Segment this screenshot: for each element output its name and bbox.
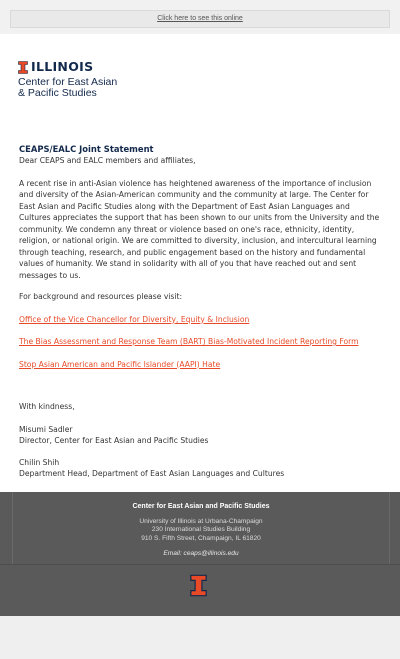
signer-title: Department Head, Department of East Asian Languages and Cultures xyxy=(19,469,285,478)
footer-email xyxy=(13,550,389,559)
resources-intro: For background and resources please visit: xyxy=(19,292,183,301)
resource-link-bart-form[interactable]: The Bias Assessment and Response Team (BART) Bias-Motivated Incident Reporting Form xyxy=(19,337,359,346)
view-online-bar xyxy=(10,10,390,28)
footer-contact xyxy=(12,492,390,564)
statement-title: CEAPS/EALC Joint Statement xyxy=(19,144,154,154)
footer-email-link[interactable]: ceaps@illinois.edu xyxy=(183,550,239,557)
illinois-ceaps-logo[interactable] xyxy=(18,60,117,99)
greeting: Dear CEAPS and EALC members and affiliates, xyxy=(19,156,196,165)
logo-unit-line1: Center for East Asian xyxy=(18,76,118,88)
block-i-icon xyxy=(18,61,28,74)
statement-content xyxy=(19,142,381,480)
view-online-link[interactable]: Click here to see this online xyxy=(157,15,243,22)
statement-body: A recent rise in anti-Asian violence has heightened awareness of the importance of inclusion and diversity of the Asian-American community and the community at large. The Center for East Asian and Pacific Studies along with the Department of East Asian Languages and Cultures appreciates the support that has been shown to our units from the University and the community. We condemn any threat or violence based on one's race, ethnicity, identity, religion, or national origin. We are committed to diversity, inclusion, and intercultural learning through teaching, research, and public engagement based on the history and fundamental values of humanity. We stand in solidarity with all of you that have reached out and sent messages to us. xyxy=(19,178,380,280)
footer-email-label: Email: xyxy=(163,550,182,557)
footer-title: Center for East Asian and Pacific Studies xyxy=(132,503,270,510)
footer-address-line: 230 International Studies Building xyxy=(151,526,251,533)
footer-address-line: 910 S. Fifth Street, Champaign, IL 61820 xyxy=(141,534,261,542)
logo-wordmark-row xyxy=(18,60,117,74)
signer-name: Chilin Shih xyxy=(19,457,60,467)
logo-wordmark: ILLINOIS xyxy=(31,59,94,74)
resource-link-diversity-office[interactable]: Office of the Vice Chancellor for Diversity, Equity & Inclusion xyxy=(19,314,250,324)
bottom-margin xyxy=(0,616,400,659)
top-bar xyxy=(0,0,400,34)
footer-address-line: University of Illinois at Urbana-Champaign xyxy=(139,517,263,525)
logo-unit-name xyxy=(18,77,117,99)
closing: With kindness, xyxy=(19,402,75,411)
resource-link-stop-aapi-hate[interactable]: Stop Asian American and Pacific Islander (AAPI) Hate xyxy=(19,359,221,369)
signer-name: Misumi Sadler xyxy=(19,424,73,434)
block-i-icon[interactable] xyxy=(190,573,207,598)
footer-divider xyxy=(0,564,400,565)
signer-title: Director, Center for East Asian and Pacific Studies xyxy=(19,436,209,445)
logo-unit-line2: & Pacific Studies xyxy=(18,87,97,99)
